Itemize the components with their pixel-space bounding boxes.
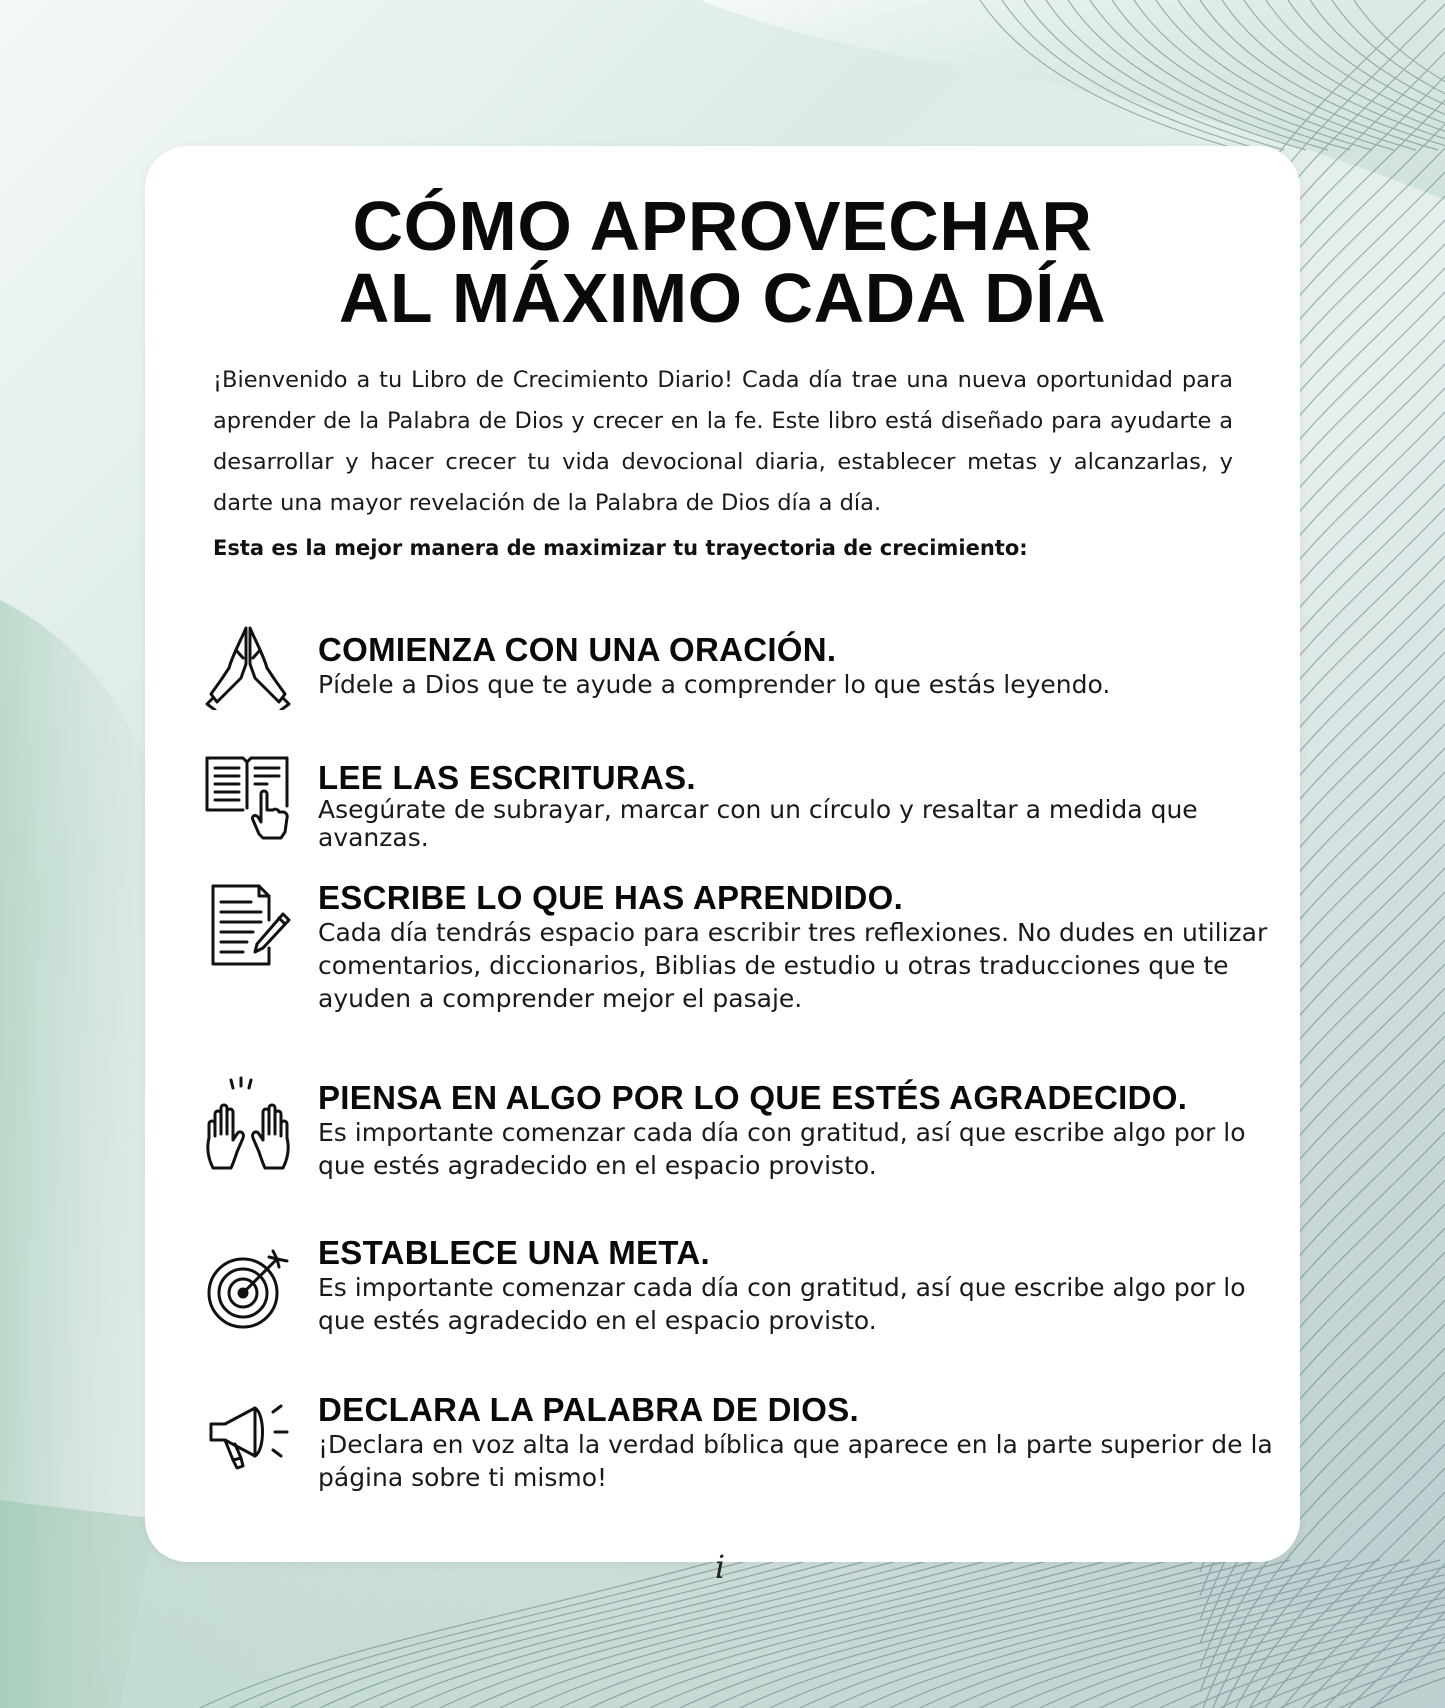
step-body: Es importante comenzar cada día con gratitud, así que escribe algo por lo que estés agradecido en el espacio provisto. [318, 1273, 1246, 1335]
title-line-1: CÓMO APROVECHAR [352, 187, 1093, 265]
praying-hands-icon [203, 620, 293, 710]
step-body: Asegúrate de subrayar, marcar con un círculo y resaltar a medida que avanzas. [318, 795, 1198, 852]
content-card [145, 146, 1300, 1562]
step-body: Es importante comenzar cada día con gratitud, así que escribe algo por lo que estés agradecido en el espacio provisto. [318, 1118, 1246, 1180]
step-title: ESTABLECE UNA META. [318, 1234, 710, 1271]
step-title: COMIENZA CON UNA ORACIÓN. [318, 631, 837, 668]
intro-bold-line: Esta es la mejor manera de maximizar tu trayectoria de crecimiento: [213, 536, 1028, 560]
target-arrow-icon [203, 1245, 293, 1335]
step-body: Cada día tendrás espacio para escribir tres reflexiones. No dudes en utilizar comentarios, diccionarios, Biblias de estudio u otras traducciones que te ayuden a comprender mejor el pasaje. [318, 918, 1268, 1013]
raised-hands-icon [203, 1076, 293, 1176]
step-title: ESCRIBE LO QUE HAS APRENDIDO. [318, 879, 904, 916]
step-body: Pídele a Dios que te ayude a comprender lo que estás leyendo. [318, 670, 1111, 699]
page-number: i [714, 1548, 726, 1586]
megaphone-icon [203, 1388, 293, 1478]
step-title: DECLARA LA PALABRA DE DIOS. [318, 1391, 859, 1428]
step-title: LEE LAS ESCRITURAS. [318, 759, 696, 796]
intro-paragraph: ¡Bienvenido a tu Libro de Crecimiento Diario! Cada día trae una nueva oportunidad para aprender de la Palabra de Dios y crecer en la fe. Este libro está diseñado para ayudarte a desarrollar y hacer crecer tu vida devocional diaria, establecer metas y alcanzarlas, y darte una mayor revelación de la Palabra de Dios día a día. [213, 367, 1233, 516]
page-title [0, 187, 1445, 337]
title-line-2: AL MÁXIMO CADA DÍA [338, 259, 1107, 337]
step-body: ¡Declara en voz alta la verdad bíblica que aparece en la parte superior de la página sobre ti mismo! [318, 1430, 1273, 1492]
open-book-pointer-icon [203, 752, 293, 842]
step-title: PIENSA EN ALGO POR LO QUE ESTÉS AGRADECIDO. [318, 1079, 1188, 1116]
document-pen-icon [203, 880, 293, 970]
